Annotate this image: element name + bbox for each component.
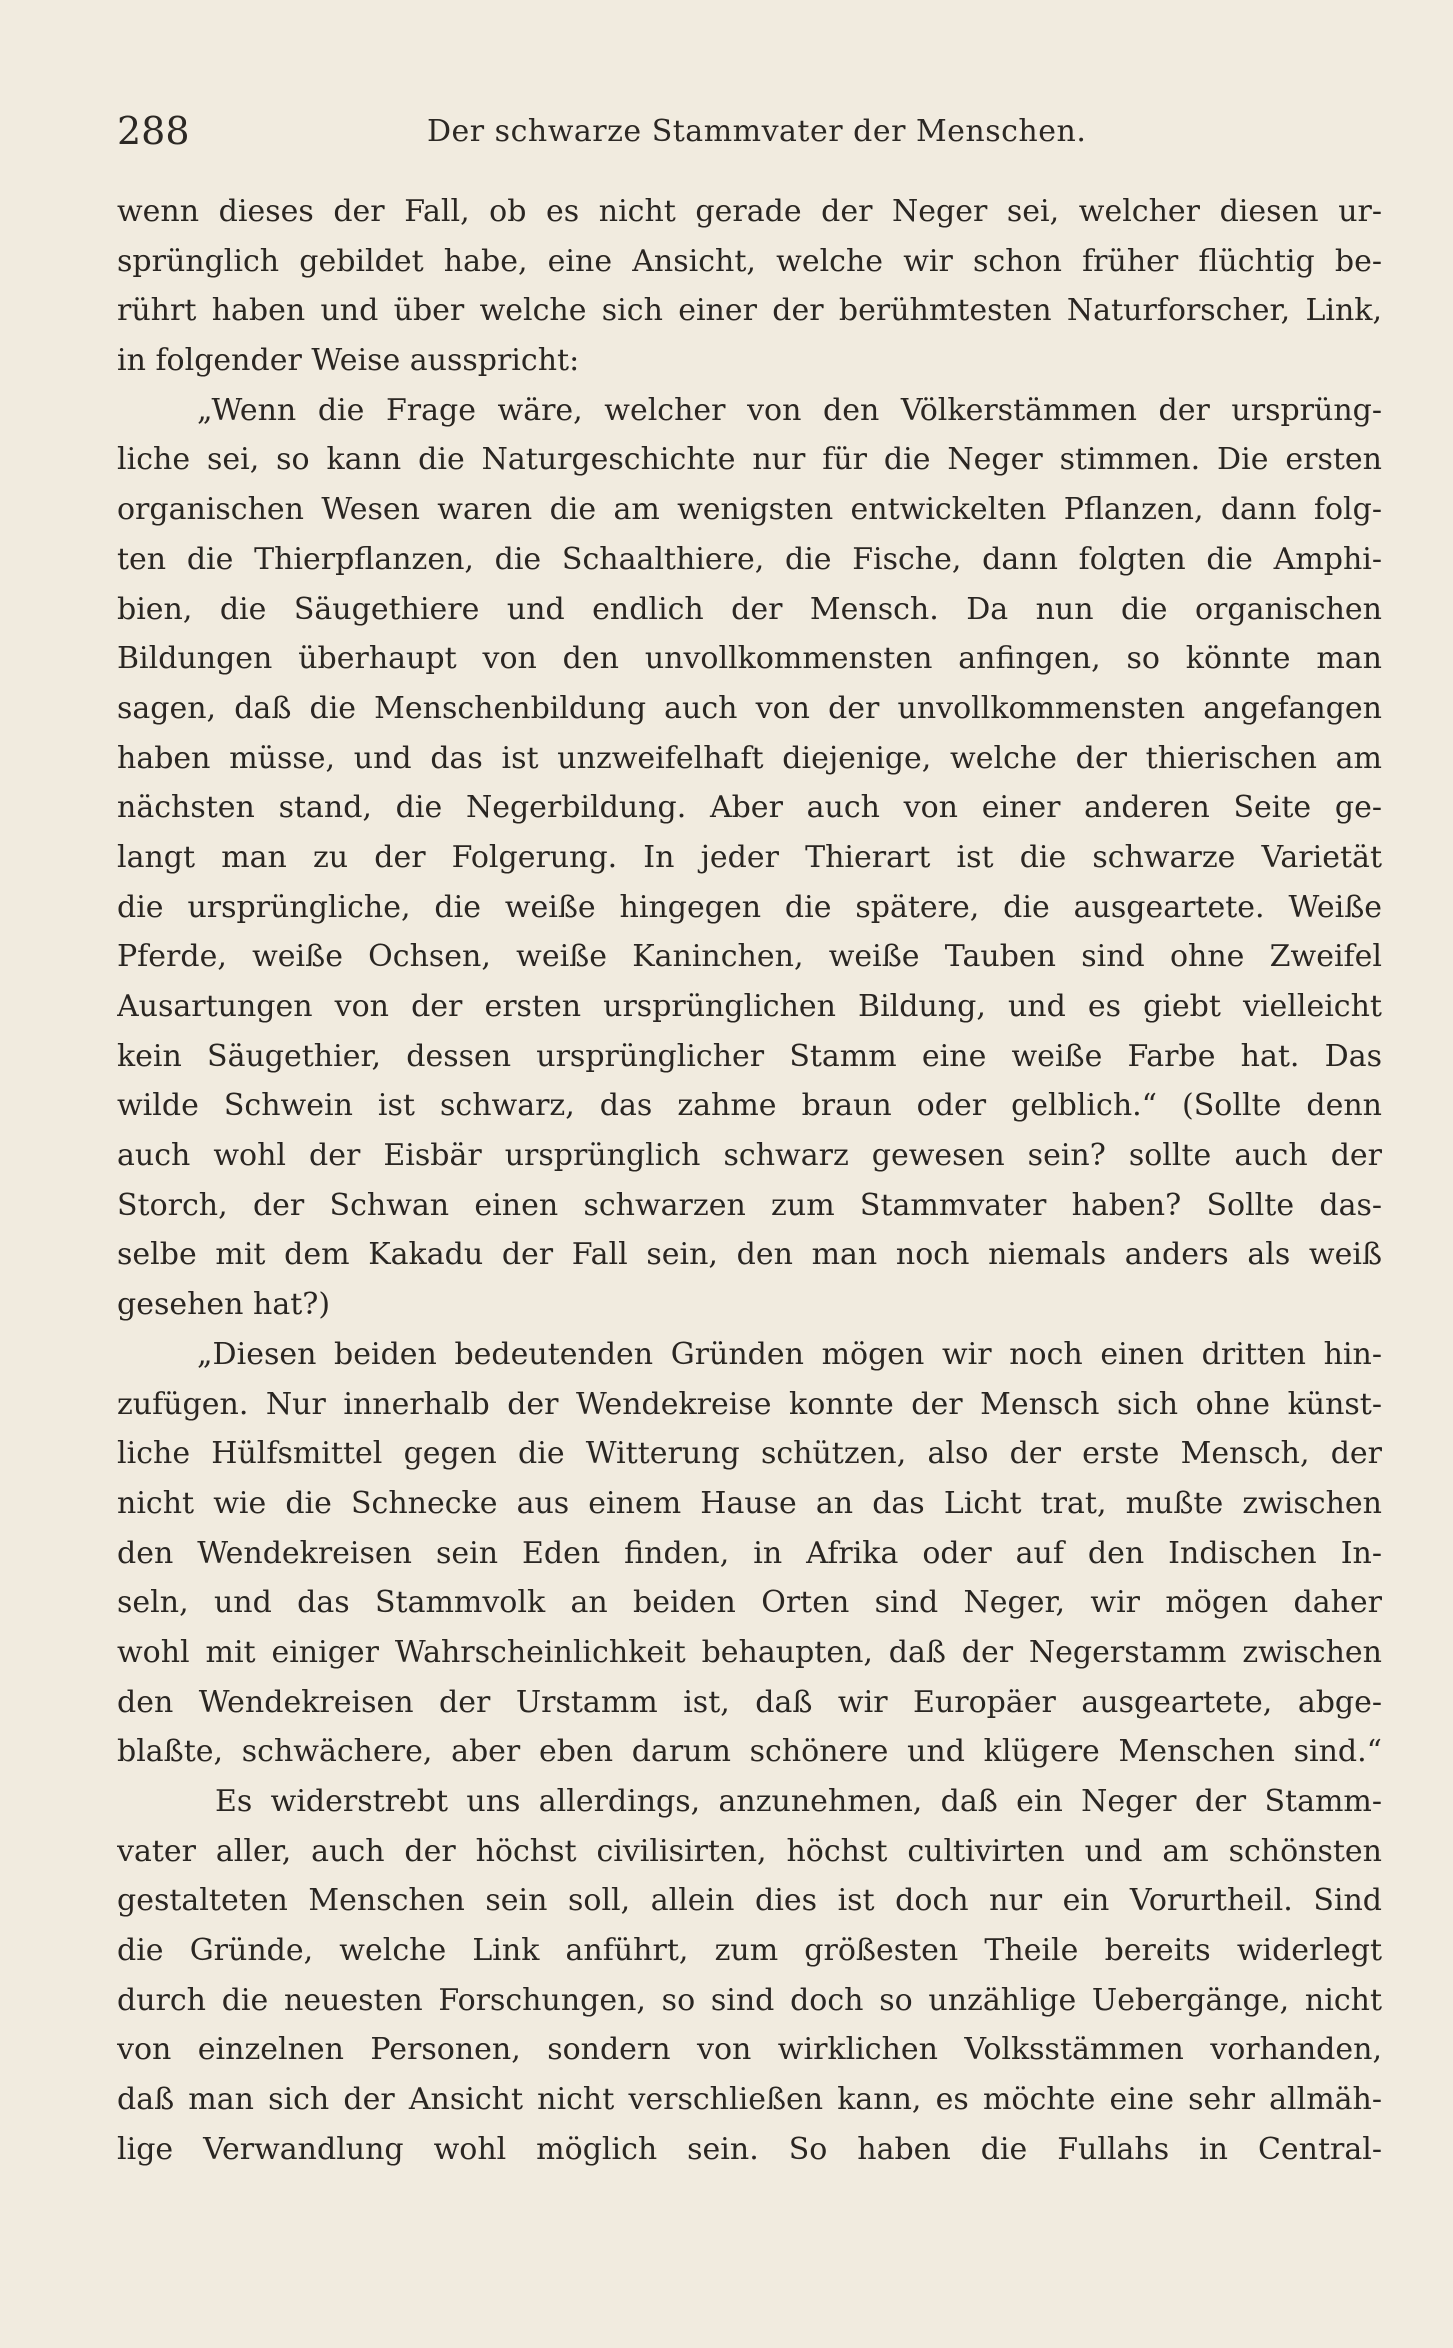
text-line: zufügen. Nur innerhalb der Wendekreise konnte der Mensch sich ohne künst- — [117, 1386, 1382, 1422]
text-line: gesehen hat?) — [117, 1287, 331, 1323]
text-line: lige Verwandlung wohl möglich sein. So haben die Fullahs in Central- — [117, 2131, 1382, 2167]
text-line: Storch, der Schwan einen schwarzen zum Stammvater haben? Sollte das- — [117, 1187, 1382, 1223]
running-title: Der schwarze Stammvater der Menschen. — [427, 114, 1087, 149]
text-line: selbe mit dem Kakadu der Fall sein, den man noch niemals anders als weiß — [117, 1237, 1382, 1273]
text-line: den Wendekreisen der Urstamm ist, daß wir Europäer ausgeartete, abge- — [117, 1684, 1382, 1720]
text-line: sagen, daß die Menschenbildung auch von der unvollkommensten angefangen — [117, 690, 1382, 726]
text-line: wohl mit einiger Wahrscheinlichkeit behaupten, daß der Negerstamm zwischen — [117, 1634, 1382, 1670]
text-line: wilde Schwein ist schwarz, das zahme braun oder gelblich.“ (Sollte denn — [117, 1088, 1382, 1124]
text-line: liche Hülfsmittel gegen die Witterung schützen, also der erste Mensch, der — [117, 1436, 1382, 1472]
text-line: Es widerstrebt uns allerdings, anzunehmen, daß ein Neger der Stamm- — [215, 1784, 1382, 1819]
page-header — [117, 98, 1382, 158]
text-line: nicht wie die Schnecke aus einem Hause an das Licht trat, mußte zwischen — [117, 1485, 1382, 1521]
text-line: ten die Thierpflanzen, die Schaalthiere, die Fische, dann folgten die Amphi- — [117, 541, 1382, 577]
text-line: organischen Wesen waren die am wenigsten entwickelten Pflanzen, dann folg- — [117, 492, 1382, 528]
text-line: seln, und das Stammvolk an beiden Orten sind Neger, wir mögen daher — [117, 1585, 1382, 1621]
text-line: durch die neuesten Forschungen, so sind doch so unzählige Uebergänge, nicht — [117, 1982, 1382, 2018]
text-line: den Wendekreisen sein Eden finden, in Afrika oder auf den Indischen In- — [117, 1535, 1382, 1571]
text-line: daß man sich der Ansicht nicht verschließen kann, es möchte eine sehr allmäh- — [117, 2082, 1382, 2118]
text-line: liche sei, so kann die Naturgeschichte nur für die Neger stimmen. Die ersten — [117, 442, 1382, 478]
text-line: blaßte, schwächere, aber eben darum schönere und klügere Menschen sind.“ — [117, 1734, 1382, 1770]
body-text — [117, 187, 1382, 2175]
text-line: gestalteten Menschen sein soll, allein dies ist doch nur ein Vorurtheil. Sind — [117, 1883, 1382, 1919]
page-number: 288 — [117, 109, 190, 153]
text-line: bien, die Säugethiere und endlich der Mensch. Da nun die organischen — [117, 591, 1382, 627]
text-line: in folgender Weise ausspricht: — [117, 343, 580, 379]
text-line: sprünglich gebildet habe, eine Ansicht, welche wir schon früher flüchtig be- — [117, 243, 1382, 279]
text-line: Bildungen überhaupt von den unvollkommensten anfingen, so könnte man — [117, 641, 1382, 677]
text-line: kein Säugethier, dessen ursprünglicher Stamm eine weiße Farbe hat. Das — [117, 1038, 1382, 1074]
text-line: nächsten stand, die Negerbildung. Aber auch von einer anderen Seite ge- — [117, 790, 1382, 826]
text-line: wenn dieses der Fall, ob es nicht gerade der Neger sei, welcher diesen ur- — [117, 194, 1382, 229]
text-line: die Gründe, welche Link anführt, zum größesten Theile bereits widerlegt — [117, 1933, 1382, 1969]
text-line: rührt haben und über welche sich einer der berühmtesten Naturforscher, Link, — [117, 293, 1382, 329]
text-line: von einzelnen Personen, sondern von wirklichen Volksstämmen vorhanden, — [117, 2032, 1382, 2068]
text-line: langt man zu der Folgerung. In jeder Thierart ist die schwarze Varietät — [117, 839, 1382, 875]
text-line: auch wohl der Eisbär ursprünglich schwarz gewesen sein? sollte auch der — [117, 1138, 1382, 1174]
text-line: Pferde, weiße Ochsen, weiße Kaninchen, weiße Tauben sind ohne Zweifel — [117, 939, 1382, 975]
text-line: haben müsse, und das ist unzweifelhaft diejenige, welche der thierischen am — [117, 740, 1382, 776]
text-line: die ursprüngliche, die weiße hingegen die spätere, die ausgeartete. Weiße — [117, 889, 1382, 925]
text-line: Ausartungen von der ersten ursprünglichen Bildung, und es giebt vielleicht — [117, 989, 1382, 1024]
text-line: vater aller, auch der höchst civilisirten, höchst cultivirten und am schönsten — [117, 1833, 1382, 1869]
text-line: „Diesen beiden bedeutenden Gründen mögen wir noch einen dritten hin- — [197, 1336, 1382, 1372]
text-line: „Wenn die Frage wäre, welcher von den Völkerstämmen der ursprüng- — [197, 392, 1382, 428]
